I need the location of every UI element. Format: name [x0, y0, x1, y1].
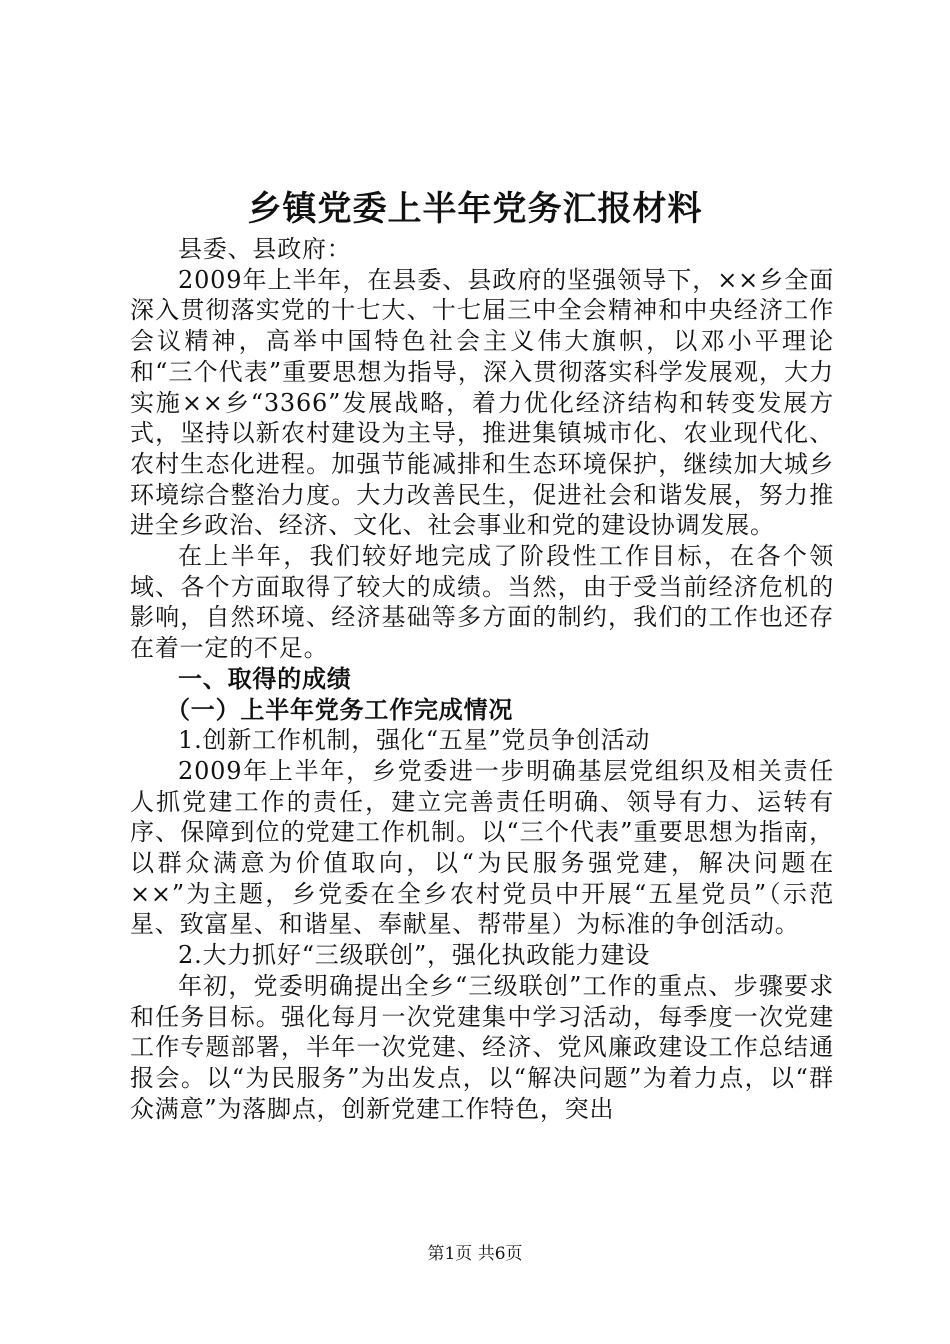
salutation: 县委、县政府： [178, 235, 352, 263]
document-title: 乡镇党委上半年党务汇报材料 [247, 189, 703, 229]
page-number: 第1页 共6页 [427, 1244, 523, 1264]
item-heading: 2.大力抓好“三级联创”，强化执政能力建设 [178, 941, 651, 970]
item-paragraph: 年初，党委明确提出全乡“三级联创”工作的重点、步骤要求和任务目标。强化每月一次党建集中学习活动，每季度一次党建工作专题部署，半年一次党建、经济、党风廉政建设工作总结通报会。以“为民服务”为出发点，以“解决问题”为着力点，以“群众满意”为落脚点，创新党建工作特色，突出 [130, 971, 834, 1123]
item-heading: 1.创新工作机制，强化“五星”党员争创活动 [178, 726, 651, 755]
document-body [130, 234, 834, 1124]
subsection-heading: （一）上半年党务工作完成情况 [166, 695, 514, 724]
item-paragraph: 2009年上半年，乡党委进一步明确基层党组织及相关责任人抓党建工作的责任，建立完善责任明确、领导有力、运转有序、保障到位的党建工作机制。以“三个代表”重要思想为指南，以群众满意为价值取向，以“为民服务强党建，解决问题在××”为主题，乡党委在全乡农村党员中开展“五星党员”（示范星、致富星、和谐星、奉献星、帮带星）为标准的争创活动。 [130, 756, 834, 939]
paragraph-intro: 2009年上半年，在县委、县政府的坚强领导下，××乡全面深入贯彻落实党的十七大、十七届三中全会精神和中央经济工作会议精神，高举中国特色社会主义伟大旗帜，以邓小平理论和“三个代表”重要思想为指导，深入贯彻落实科学发展观，大力实施××乡“3366”发展战略，着力优化经济结构和转变发展方式，坚持以新农村建设为主导，推进集镇城市化、农业现代化、农村生态化进程。加强节能减排和生态环境保护，继续加大城乡环境综合整治力度。大力改善民生，促进社会和谐发展，努力推进全乡政治、经济、文化、社会事业和党的建设协调发展。 [130, 265, 834, 540]
paragraph-summary: 在上半年，我们较好地完成了阶段性工作目标，在各个领域、各个方面取得了较大的成绩。当然，由于受当前经济危机的影响，自然环境、经济基础等多方面的制约，我们的工作也还存在着一定的不足。 [130, 542, 834, 663]
section-heading: 一、取得的成绩 [178, 664, 352, 693]
